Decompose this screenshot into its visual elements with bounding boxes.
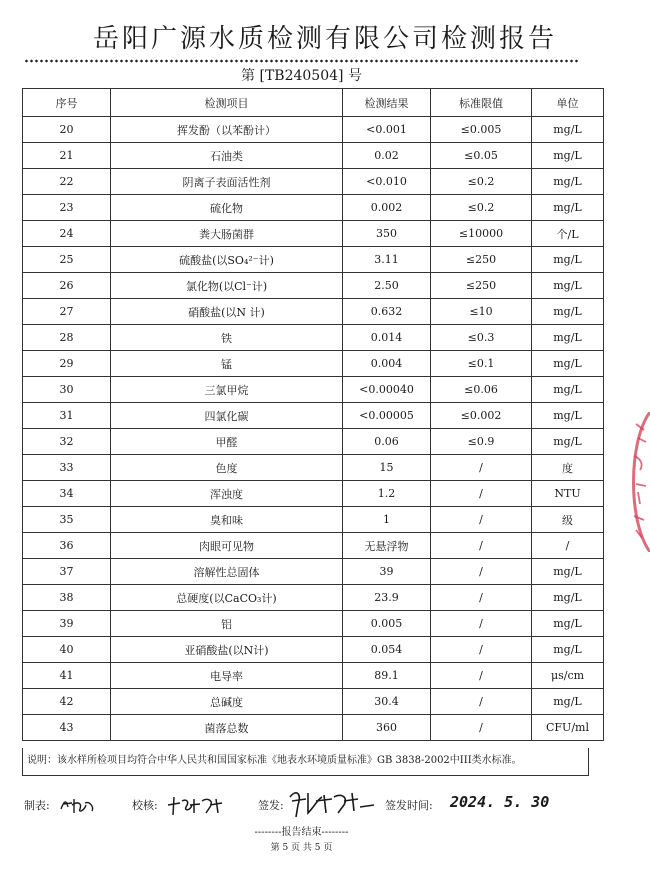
- cell-no: 40: [23, 637, 111, 663]
- cell-result: 1: [343, 507, 431, 533]
- cell-no: 24: [23, 221, 111, 247]
- table-row: [23, 533, 604, 559]
- cell-result: <0.00005: [343, 403, 431, 429]
- seal-stamp-fragment: [620, 412, 650, 552]
- cell-no: 30: [23, 377, 111, 403]
- cell-item: 浑浊度: [111, 481, 343, 507]
- cell-unit: mg/L: [532, 195, 604, 221]
- cell-no: 26: [23, 273, 111, 299]
- table-row: [23, 221, 604, 247]
- cell-unit: CFU/ml: [532, 715, 604, 741]
- cell-item: 色度: [111, 455, 343, 481]
- cell-result: 39: [343, 559, 431, 585]
- issue-date-label: 签发时间:: [385, 799, 433, 812]
- cell-unit: 度: [532, 455, 604, 481]
- table-row: [23, 559, 604, 585]
- cell-no: 35: [23, 507, 111, 533]
- cell-unit: mg/L: [532, 273, 604, 299]
- cell-limit: /: [431, 507, 532, 533]
- cell-limit: /: [431, 585, 532, 611]
- cell-no: 42: [23, 689, 111, 715]
- cell-unit: 级: [532, 507, 604, 533]
- table-row: [23, 455, 604, 481]
- cell-item: 硫化物: [111, 195, 343, 221]
- cell-result: 2.50: [343, 273, 431, 299]
- cell-item: 铝: [111, 611, 343, 637]
- table-row: [23, 585, 604, 611]
- cell-item: 电导率: [111, 663, 343, 689]
- cell-limit: /: [431, 533, 532, 559]
- cell-limit: /: [431, 611, 532, 637]
- cell-unit: mg/L: [532, 689, 604, 715]
- checked-by-label: 校核:: [132, 799, 158, 812]
- cell-unit: /: [532, 533, 604, 559]
- cell-limit: ≤250: [431, 247, 532, 273]
- cell-item: 臭和味: [111, 507, 343, 533]
- cell-unit: mg/L: [532, 403, 604, 429]
- cell-result: 30.4: [343, 689, 431, 715]
- cell-no: 36: [23, 533, 111, 559]
- signature-row: [0, 793, 650, 819]
- prepared-by-signature: [58, 793, 98, 817]
- cell-item: 总硬度(以CaCO₃计): [111, 585, 343, 611]
- cell-result: <0.00040: [343, 377, 431, 403]
- cell-limit: /: [431, 455, 532, 481]
- table-row: [23, 403, 604, 429]
- table-row: [23, 377, 604, 403]
- cell-result: 0.004: [343, 351, 431, 377]
- remark-text: 说明：该水样所检项目均符合中华人民共和国国家标准《地表水环境质量标准》GB 3838-2002中III类水标准。: [22, 748, 589, 776]
- column-header-unit: 单位: [532, 89, 604, 117]
- cell-result: 0.06: [343, 429, 431, 455]
- cell-no: 27: [23, 299, 111, 325]
- cell-result: 360: [343, 715, 431, 741]
- cell-unit: mg/L: [532, 325, 604, 351]
- table-row: [23, 195, 604, 221]
- cell-result: 0.632: [343, 299, 431, 325]
- column-header-limit: 标准限值: [431, 89, 532, 117]
- cell-limit: ≤0.2: [431, 169, 532, 195]
- checked-by-signature: [166, 793, 228, 817]
- table-row: [23, 689, 604, 715]
- table-row: [23, 715, 604, 741]
- cell-limit: /: [431, 637, 532, 663]
- cell-unit: mg/L: [532, 299, 604, 325]
- cell-limit: ≤0.2: [431, 195, 532, 221]
- cell-result: 23.9: [343, 585, 431, 611]
- test-results-table: [22, 88, 604, 741]
- issued-by-signature: [288, 787, 380, 819]
- cell-result: 3.11: [343, 247, 431, 273]
- cell-result: 无悬浮物: [343, 533, 431, 559]
- cell-unit: mg/L: [532, 247, 604, 273]
- cell-result: 0.005: [343, 611, 431, 637]
- page-number: 第 5 页 共 5 页: [270, 843, 333, 853]
- cell-result: 0.014: [343, 325, 431, 351]
- table-row: [23, 663, 604, 689]
- cell-item: 挥发酚（以苯酚计）: [111, 117, 343, 143]
- cell-limit: ≤250: [431, 273, 532, 299]
- cell-result: 350: [343, 221, 431, 247]
- cell-no: 39: [23, 611, 111, 637]
- cell-no: 29: [23, 351, 111, 377]
- cell-result: 89.1: [343, 663, 431, 689]
- cell-item: 石油类: [111, 143, 343, 169]
- cell-no: 23: [23, 195, 111, 221]
- cell-unit: μs/cm: [532, 663, 604, 689]
- cell-result: 0.002: [343, 195, 431, 221]
- column-header-no: 序号: [23, 89, 111, 117]
- cell-unit: mg/L: [532, 559, 604, 585]
- cell-unit: mg/L: [532, 637, 604, 663]
- table-row: [23, 169, 604, 195]
- table-row: [23, 273, 604, 299]
- cell-limit: /: [431, 559, 532, 585]
- cell-unit: mg/L: [532, 143, 604, 169]
- cell-unit: mg/L: [532, 351, 604, 377]
- issue-date-value: 2024. 5. 30: [450, 793, 550, 811]
- cell-item: 硝酸盐(以N 计): [111, 299, 343, 325]
- cell-limit: /: [431, 663, 532, 689]
- cell-unit: mg/L: [532, 117, 604, 143]
- cell-unit: mg/L: [532, 611, 604, 637]
- table-row: [23, 143, 604, 169]
- cell-no: 38: [23, 585, 111, 611]
- report-number: 第 [TB240504] 号: [241, 68, 362, 84]
- table-row: [23, 481, 604, 507]
- cell-result: 0.054: [343, 637, 431, 663]
- cell-item: 三氯甲烷: [111, 377, 343, 403]
- cell-result: 1.2: [343, 481, 431, 507]
- cell-unit: mg/L: [532, 585, 604, 611]
- cell-no: 41: [23, 663, 111, 689]
- table-row: [23, 247, 604, 273]
- cell-limit: ≤0.005: [431, 117, 532, 143]
- cell-unit: mg/L: [532, 429, 604, 455]
- cell-limit: ≤0.002: [431, 403, 532, 429]
- table-row: [23, 507, 604, 533]
- cell-item: 阴离子表面活性剂: [111, 169, 343, 195]
- table-header-row: [23, 89, 604, 117]
- cell-limit: ≤0.9: [431, 429, 532, 455]
- column-header-result: 检测结果: [343, 89, 431, 117]
- table-row: [23, 325, 604, 351]
- cell-item: 肉眼可见物: [111, 533, 343, 559]
- cell-limit: /: [431, 715, 532, 741]
- cell-limit: ≤0.06: [431, 377, 532, 403]
- table-row: [23, 611, 604, 637]
- cell-result: <0.010: [343, 169, 431, 195]
- cell-no: 32: [23, 429, 111, 455]
- cell-item: 铁: [111, 325, 343, 351]
- column-header-item: 检测项目: [111, 89, 343, 117]
- cell-no: 28: [23, 325, 111, 351]
- table-row: [23, 429, 604, 455]
- report-end-marker: --------报告结束--------: [254, 827, 349, 838]
- cell-limit: ≤0.1: [431, 351, 532, 377]
- cell-unit: 个/L: [532, 221, 604, 247]
- cell-item: 溶解性总固体: [111, 559, 343, 585]
- cell-unit: mg/L: [532, 169, 604, 195]
- cell-item: 菌落总数: [111, 715, 343, 741]
- table-row: [23, 637, 604, 663]
- cell-unit: mg/L: [532, 377, 604, 403]
- cell-limit: ≤10: [431, 299, 532, 325]
- issued-by-label: 签发:: [258, 799, 284, 812]
- cell-no: 43: [23, 715, 111, 741]
- table-row: [23, 351, 604, 377]
- cell-item: 氯化物(以Cl⁻计): [111, 273, 343, 299]
- cell-limit: /: [431, 481, 532, 507]
- cell-no: 22: [23, 169, 111, 195]
- cell-no: 31: [23, 403, 111, 429]
- cell-no: 33: [23, 455, 111, 481]
- cell-item: 粪大肠菌群: [111, 221, 343, 247]
- cell-unit: NTU: [532, 481, 604, 507]
- table-row: [23, 299, 604, 325]
- cell-limit: /: [431, 689, 532, 715]
- table-row: [23, 117, 604, 143]
- cell-limit: ≤0.3: [431, 325, 532, 351]
- prepared-by-label: 制表:: [24, 799, 50, 812]
- cell-item: 锰: [111, 351, 343, 377]
- cell-item: 亚硝酸盐(以N计): [111, 637, 343, 663]
- cell-no: 25: [23, 247, 111, 273]
- cell-result: <0.001: [343, 117, 431, 143]
- cell-limit: ≤10000: [431, 221, 532, 247]
- report-title: 岳阳广源水质检测有限公司检测报告: [92, 24, 557, 54]
- cell-item: 四氯化碳: [111, 403, 343, 429]
- dotted-divider: [24, 59, 580, 63]
- cell-no: 21: [23, 143, 111, 169]
- cell-limit: ≤0.05: [431, 143, 532, 169]
- cell-no: 34: [23, 481, 111, 507]
- cell-result: 0.02: [343, 143, 431, 169]
- cell-result: 15: [343, 455, 431, 481]
- cell-item: 硫酸盐(以SO₄²⁻计): [111, 247, 343, 273]
- cell-item: 甲醛: [111, 429, 343, 455]
- cell-item: 总碱度: [111, 689, 343, 715]
- cell-no: 37: [23, 559, 111, 585]
- cell-no: 20: [23, 117, 111, 143]
